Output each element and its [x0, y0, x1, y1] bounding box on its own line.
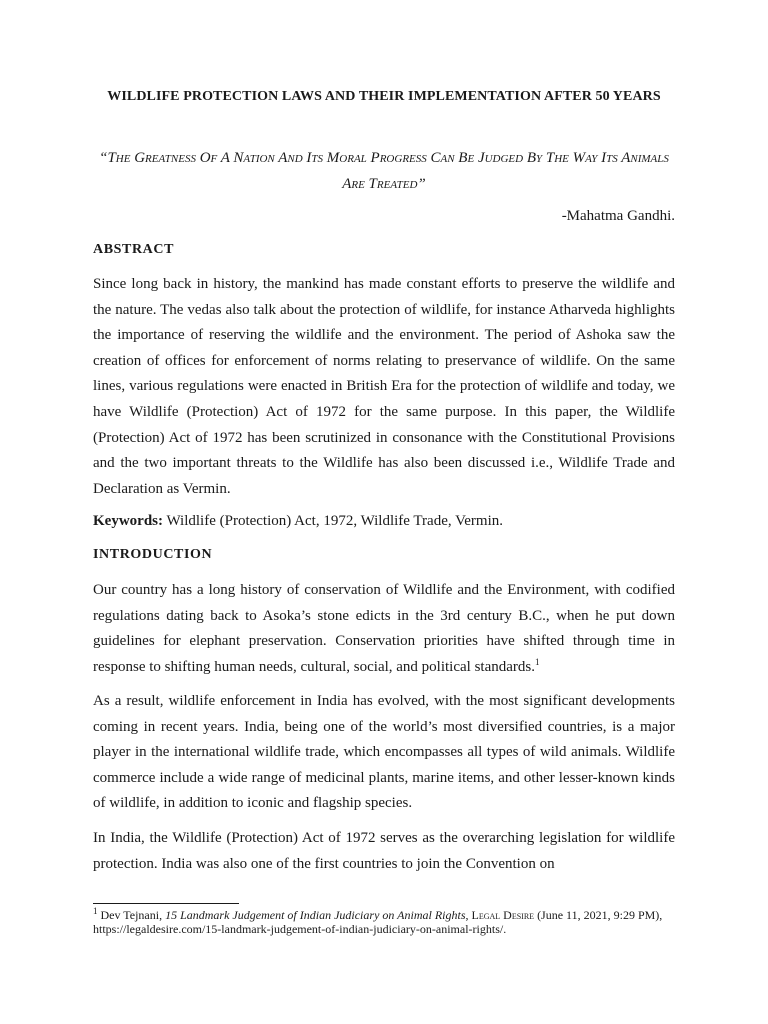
footnote-reference[interactable]: 1	[534, 656, 540, 667]
introduction-paragraph-1	[93, 578, 675, 680]
introduction-paragraph-3: In India, the Wildlife (Protection) Act of 1972 serves as the overarching legislation for wildlife protection. India was also one of the first countries to join the Convention on	[93, 830, 675, 872]
footnote-number: 1	[93, 906, 98, 916]
abstract-heading: ABSTRACT	[93, 242, 175, 257]
document-title: WILDLIFE PROTECTION LAWS AND THEIR IMPLEMENTATION AFTER 50 YEARS	[107, 89, 661, 104]
introduction-paragraph-1-text: Our country has a long history of conservation of Wildlife and the Environment, with codified regulations dating back to Asoka’s stone edicts in the 3rd century B.C., when he put down guidelines for elephant preservation. Conservation priorities have shifted through time in response to shifting human needs, cultural, social, and political standards.	[93, 582, 675, 675]
footnote: $^1$ Dev Tejnani, 15 Landmark Judgement of Indian Judiciary on Animal Rights, Legal Desire (June 11, 2021, 9:29 PM), https://legaldesire.com/15-landmark-judgement-of-indian-judiciary-on-animal-rights/.	[93, 906, 663, 936]
quote-attribution: -Mahatma Gandhi.	[561, 208, 675, 224]
epigraph-quote: “The Greatness Of A Nation And Its Moral Progress Can Be Judged By The Way Its Animals Are Treated”	[99, 150, 669, 192]
footnote-source: Legal Desire	[471, 908, 535, 922]
abstract-paragraph: Since long back in history, the mankind has made constant efforts to preserve the wildlife and the nature. The vedas also talk about the protection of wildlife, for instance Atharveda highlights the importance of reserving the wildlife and the environment. The period of Ashoka saw the creation of offices for enforcement of norms relating to preservance of wildlife. On the same lines, various regulations were enacted in British Era for the protection of wildlife and today, we have Wildlife (Protection) Act of 1972 for the same purpose. In this paper, the Wildlife (Protection) Act of 1972 has been scrutinized in consonance with the Constitutional Provisions and the two important threats to the Wildlife has also been discussed i.e., Wildlife Trade and Declaration as Vermin.	[93, 276, 675, 497]
introduction-paragraph-2: As a result, wildlife enforcement in India has evolved, with the most significant developments coming in recent years. India, being one of the world’s most diversified countries, is a major player in the international wildlife trade, which encompasses all types of wild animals. Wildlife commerce include a wide range of medicinal plants, marine items, and other lesser-known kinds of wildlife, in addition to iconic and flagship species.	[93, 693, 675, 812]
keywords-text: Wildlife (Protection) Act, 1972, Wildlife Trade, Vermin.	[163, 513, 504, 529]
keywords-label: Keywords:	[93, 513, 163, 529]
keywords-line	[93, 513, 503, 530]
introduction-heading: INTRODUCTION	[93, 547, 213, 562]
footnote-author: Dev Tejnani,	[97, 908, 166, 922]
footnote-divider	[93, 903, 239, 904]
footnote-details[interactable]: (June 11, 2021, 9:29 PM), https://legaldesire.com/15-landmark-judgement-of-indian-judiciary-on-animal-rights/.	[93, 908, 663, 936]
footnote-work-title: 15 Landmark Judgement of Indian Judiciary on Animal Rights	[165, 908, 466, 922]
